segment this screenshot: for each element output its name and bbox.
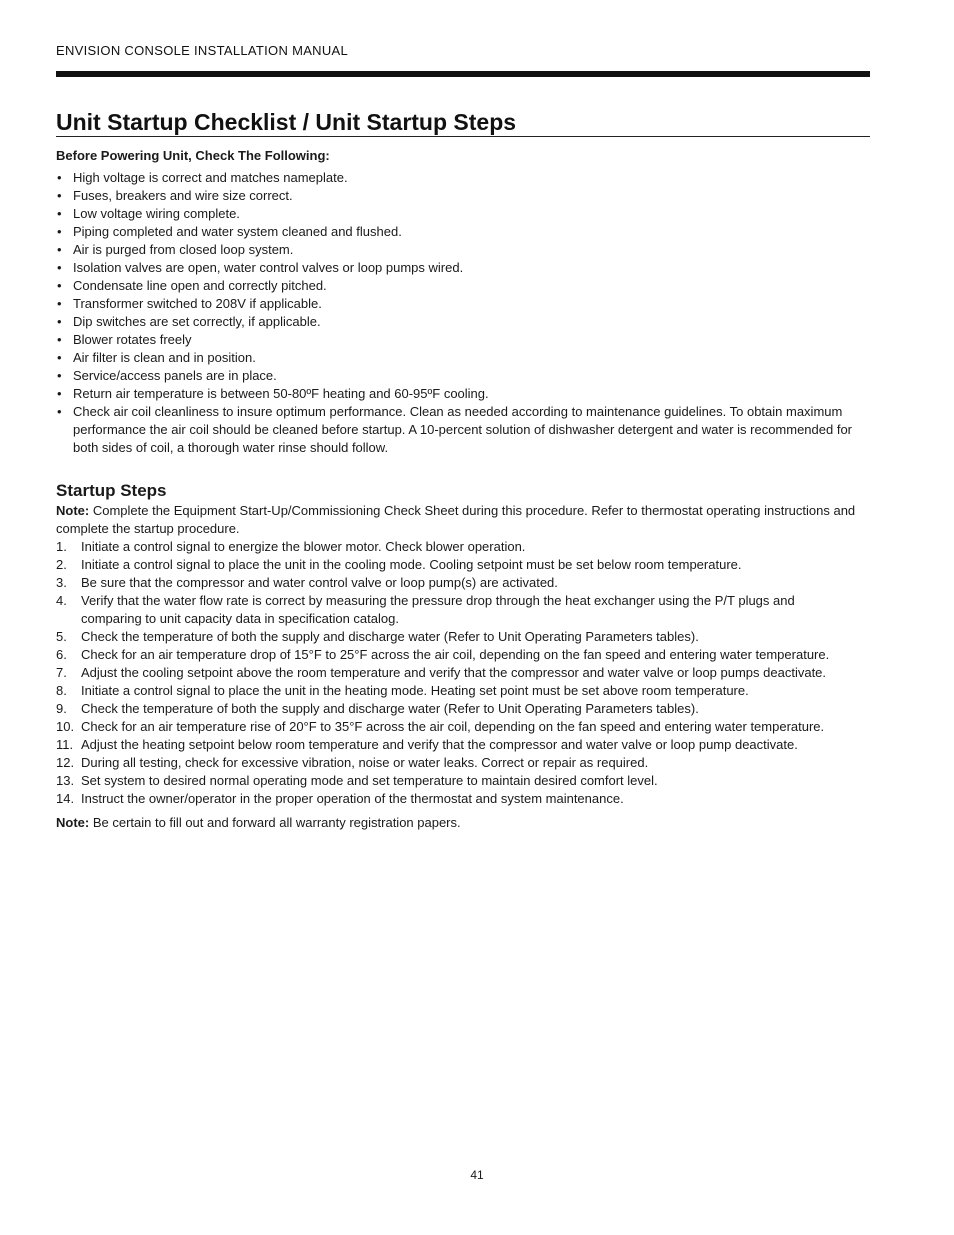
list-item: • Service/access panels are in place. bbox=[56, 367, 856, 385]
step-item bbox=[56, 646, 856, 664]
step-text: Be sure that the compressor and water control valve or loop pump(s) are activated. bbox=[81, 575, 558, 590]
step-item bbox=[56, 556, 856, 574]
step-text: Instruct the owner/operator in the proper operation of the thermostat and system maintenance. bbox=[81, 791, 624, 806]
note-text: Be certain to fill out and forward all warranty registration papers. bbox=[89, 815, 461, 830]
step-text: Check for an air temperature rise of 20°F to 35°F across the air coil, depending on the fan speed and entering water temperature. bbox=[81, 719, 825, 734]
step-item bbox=[56, 682, 856, 700]
list-item: • High voltage is correct and matches nameplate. bbox=[56, 169, 856, 187]
page-title: Unit Startup Checklist / Unit Startup Steps bbox=[56, 108, 870, 137]
step-number: 1. bbox=[56, 539, 67, 554]
step-item bbox=[56, 754, 856, 772]
step-item bbox=[56, 790, 856, 808]
list-item: • Isolation valves are open, water control valves or loop pumps wired. bbox=[56, 259, 856, 277]
step-number: 14. bbox=[56, 791, 75, 806]
startup-note bbox=[56, 502, 856, 538]
step-item bbox=[56, 772, 856, 790]
list-item: • Piping completed and water system cleaned and flushed. bbox=[56, 223, 856, 241]
step-item bbox=[56, 592, 856, 628]
step-number: 3. bbox=[56, 575, 67, 590]
step-text: Verify that the water flow rate is correct by measuring the pressure drop through the heat exchanger using the P/T plugs and comparing to unit capacity data in specification catalog. bbox=[81, 593, 795, 626]
list-item: • Air is purged from closed loop system. bbox=[56, 241, 856, 259]
step-number: 13. bbox=[56, 773, 75, 788]
list-item: • Check air coil cleanliness to insure optimum performance. Clean as needed according to maintenance guidelines. To obtain maximum performance the air coil should be cleaned before startup. A 10-percent solution of dishwasher detergent and water is recommended for both sides of coil, a thorough water rinse should follow. bbox=[56, 403, 856, 457]
manual-header: ENVISION CONSOLE INSTALLATION MANUAL bbox=[56, 43, 349, 58]
step-number: 11. bbox=[56, 737, 74, 752]
step-text: Check the temperature of both the supply and discharge water (Refer to Unit Operating Parameters tables). bbox=[81, 701, 699, 716]
note-text: Complete the Equipment Start-Up/Commissioning Check Sheet during this procedure. Refer to thermostat operating instructions and complete the startup procedure. bbox=[56, 503, 856, 536]
list-item: • Air filter is clean and in position. bbox=[56, 349, 856, 367]
step-text: During all testing, check for excessive vibration, noise or water leaks. Correct or repair as required. bbox=[81, 755, 649, 770]
step-text: Initiate a control signal to place the unit in the heating mode. Heating set point must be set above room temperature. bbox=[81, 683, 749, 698]
step-number: 8. bbox=[56, 683, 67, 698]
warranty-note bbox=[56, 814, 856, 832]
list-item: • Condensate line open and correctly pitched. bbox=[56, 277, 856, 295]
step-number: 7. bbox=[56, 665, 67, 680]
step-text: Initiate a control signal to energize the blower motor. Check blower operation. bbox=[81, 539, 526, 554]
step-number: 9. bbox=[56, 701, 67, 716]
list-item: • Blower rotates freely bbox=[56, 331, 856, 349]
list-item: • Dip switches are set correctly, if applicable. bbox=[56, 313, 856, 331]
step-item bbox=[56, 628, 856, 646]
page-number: 41 bbox=[470, 1168, 484, 1182]
step-text: Initiate a control signal to place the unit in the cooling mode. Cooling setpoint must be set below room temperature. bbox=[81, 557, 742, 572]
step-item bbox=[56, 574, 856, 592]
step-text: Check for an air temperature drop of 15°F to 25°F across the air coil, depending on the fan speed and entering water temperature. bbox=[81, 647, 830, 662]
step-number: 6. bbox=[56, 647, 67, 662]
note-label: Note: bbox=[56, 503, 90, 518]
step-text: Adjust the cooling setpoint above the room temperature and verify that the compressor and water valve or loop pumps deactivate. bbox=[81, 665, 827, 680]
step-number: 5. bbox=[56, 629, 67, 644]
step-number: 2. bbox=[56, 557, 67, 572]
step-text: Adjust the heating setpoint below room temperature and verify that the compressor and water valve or loop pump deactivate. bbox=[81, 737, 798, 752]
step-item bbox=[56, 700, 856, 718]
step-item bbox=[56, 736, 856, 754]
step-text: Set system to desired normal operating mode and set temperature to maintain desired comfort level. bbox=[81, 773, 658, 788]
step-item bbox=[56, 664, 856, 682]
step-text: Check the temperature of both the supply and discharge water (Refer to Unit Operating Parameters tables). bbox=[81, 629, 699, 644]
startup-steps-heading: Startup Steps bbox=[56, 481, 167, 500]
list-item: • Low voltage wiring complete. bbox=[56, 205, 856, 223]
checklist bbox=[56, 169, 856, 457]
note-label: Note: bbox=[56, 815, 90, 830]
checklist-heading: Before Powering Unit, Check The Following: bbox=[56, 148, 330, 163]
step-item bbox=[56, 538, 856, 556]
header-rule bbox=[56, 71, 870, 77]
list-item: • Fuses, breakers and wire size correct. bbox=[56, 187, 856, 205]
page-content bbox=[56, 147, 856, 832]
step-number: 10. bbox=[56, 719, 75, 734]
list-item: • Return air temperature is between 50-80ºF heating and 60-95ºF cooling. bbox=[56, 385, 856, 403]
step-number: 4. bbox=[56, 593, 67, 608]
step-item bbox=[56, 718, 856, 736]
list-item: • Transformer switched to 208V if applicable. bbox=[56, 295, 856, 313]
startup-steps-list bbox=[56, 538, 856, 808]
step-number: 12. bbox=[56, 755, 75, 770]
